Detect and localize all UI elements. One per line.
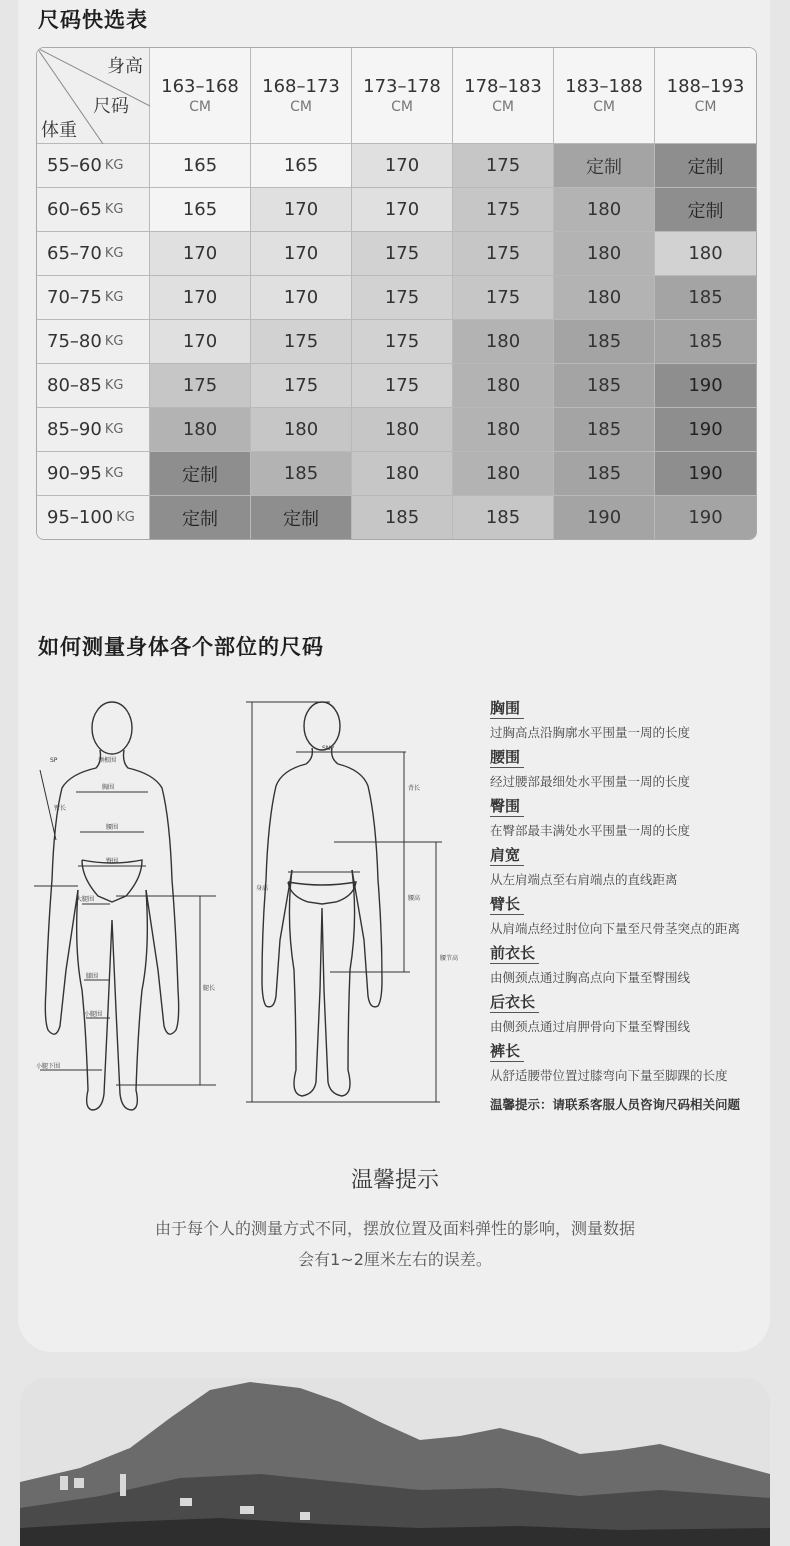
- height-col-6: [655, 48, 756, 144]
- size-cell: 170: [352, 188, 453, 232]
- weight-range: 95–100: [47, 507, 114, 528]
- weight-cell: [37, 496, 150, 540]
- legend-item-name: 臂长: [490, 893, 524, 915]
- height-range: 173–178: [363, 76, 441, 97]
- waist-height-label: 腰高: [408, 895, 421, 902]
- legend-item: [490, 893, 770, 942]
- front-measure-lines: [34, 770, 216, 1085]
- size-cell: 175: [352, 320, 453, 364]
- size-cell: 180: [554, 276, 655, 320]
- legend-item: [490, 746, 770, 795]
- size-chart-table: [36, 47, 757, 540]
- measurement-figures: [30, 690, 470, 1120]
- table-row: [37, 408, 756, 452]
- mountain-landscape-image: [20, 1378, 770, 1546]
- thigh-label: 大腿围: [76, 896, 95, 903]
- size-cell: 175: [150, 364, 251, 408]
- table-row: [37, 320, 756, 364]
- measure-title: 如何测量身体各个部位的尺码: [38, 635, 324, 659]
- size-cell: 165: [150, 188, 251, 232]
- size-cell: 定制: [251, 496, 352, 540]
- size-cell: 170: [251, 232, 352, 276]
- size-cell: 175: [352, 232, 453, 276]
- size-cell: 185: [554, 408, 655, 452]
- size-cell: 170: [150, 276, 251, 320]
- size-cell: 185: [352, 496, 453, 540]
- hip-label: 臀围: [106, 858, 119, 865]
- size-cell: 180: [655, 232, 756, 276]
- table-row: [37, 188, 756, 232]
- size-cell: 190: [554, 496, 655, 540]
- legend-item-desc: 从左肩端点至右肩端点的直线距离: [490, 872, 678, 887]
- table-row: [37, 144, 756, 188]
- weight-range: 65–70: [47, 243, 102, 264]
- weight-unit: KG: [116, 510, 135, 525]
- size-cell: 170: [251, 276, 352, 320]
- legend-item-desc: 由侧颈点通过胸高点向下量至臀围线: [490, 970, 691, 985]
- legend-item-name: 腰围: [490, 746, 524, 768]
- size-cell: 165: [150, 144, 251, 188]
- size-cell: 180: [453, 452, 554, 496]
- pants-label: 腰节高: [440, 955, 459, 962]
- measure-legend: [490, 697, 770, 1113]
- size-cell: 定制: [150, 452, 251, 496]
- height-range: 188–193: [666, 76, 745, 97]
- legend-note: 温馨提示：请联系客服人员咨询尺码相关问题: [490, 1097, 741, 1112]
- weight-cell: [37, 452, 150, 496]
- size-cell: 165: [251, 144, 352, 188]
- knee-label: 膝围: [86, 973, 99, 980]
- height-range: 178–183: [464, 76, 542, 97]
- size-cell: 185: [655, 320, 756, 364]
- size-cell: 180: [453, 364, 554, 408]
- size-cell: 180: [453, 408, 554, 452]
- height-unit: CM: [391, 99, 413, 115]
- corner-height-label: 身高: [107, 55, 143, 77]
- legend-item: [490, 697, 770, 746]
- back-figure-icon: [262, 702, 382, 1096]
- height-unit: CM: [492, 99, 514, 115]
- weight-unit: KG: [104, 466, 124, 481]
- size-cell: 180: [554, 188, 655, 232]
- height-label: 身高: [256, 885, 269, 892]
- inseam-label: 腿长: [203, 985, 216, 992]
- size-cell: 170: [352, 144, 453, 188]
- legend-item-name: 裤长: [490, 1040, 524, 1062]
- size-cell: 175: [453, 232, 554, 276]
- size-cell: 180: [352, 452, 453, 496]
- weight-unit: KG: [104, 378, 124, 393]
- legend-item-desc: 从肩端点经过肘位向下量至尺骨茎突点的距离: [490, 921, 741, 936]
- sp-label: SP: [50, 757, 58, 764]
- size-cell: 定制: [150, 496, 251, 540]
- size-cell: 185: [251, 452, 352, 496]
- weight-cell: [37, 188, 150, 232]
- size-cell: 175: [251, 364, 352, 408]
- mountain-landscape-icon: [20, 1378, 770, 1546]
- height-range: 183–188: [565, 76, 643, 97]
- size-cell: 180: [554, 232, 655, 276]
- weight-cell: [37, 408, 150, 452]
- height-range: 168–173: [262, 76, 340, 97]
- weight-unit: KG: [104, 422, 124, 437]
- size-cell: 180: [352, 408, 453, 452]
- size-cell: 175: [352, 276, 453, 320]
- legend-item-desc: 在臀部最丰满处水平围量一周的长度: [490, 823, 691, 838]
- corner-size-label: 尺码: [93, 95, 129, 117]
- height-col-2: [251, 48, 352, 144]
- weight-range: 85–90: [47, 419, 102, 440]
- tip-line-1: 由于每个人的测量方式不同，摆放位置及面料弹性的影响，测量数据: [154, 1219, 635, 1238]
- size-cell: 185: [453, 496, 554, 540]
- size-cell: 190: [655, 408, 756, 452]
- size-cell: 175: [352, 364, 453, 408]
- height-unit: CM: [189, 99, 211, 115]
- height-col-1: [150, 48, 251, 144]
- size-cell: 170: [251, 188, 352, 232]
- size-cell: 190: [655, 496, 756, 540]
- size-cell: 185: [554, 452, 655, 496]
- table-row: [37, 232, 756, 276]
- size-chart-title: 尺码快选表: [38, 8, 148, 32]
- height-col-4: [453, 48, 554, 144]
- legend-item: [490, 844, 770, 893]
- tip-title: 温馨提示: [350, 1168, 439, 1193]
- legend-item-desc: 过胸高点沿胸廓水平围量一周的长度: [490, 725, 691, 740]
- height-unit: CM: [694, 99, 717, 115]
- weight-unit: KG: [104, 202, 124, 217]
- size-cell: 170: [150, 232, 251, 276]
- height-range: 163–168: [161, 76, 239, 97]
- neck-label: 颈根围: [98, 757, 117, 764]
- weight-range: 75–80: [47, 331, 102, 352]
- size-cell: 175: [251, 320, 352, 364]
- weight-range: 80–85: [47, 375, 102, 396]
- calf-low-label: 小腿下围: [36, 1063, 61, 1070]
- back-measure-lines: [246, 702, 442, 1102]
- legend-item-name: 肩宽: [490, 844, 524, 866]
- tip-body: [60, 1213, 730, 1275]
- size-cell: 175: [453, 276, 554, 320]
- height-unit: CM: [593, 99, 615, 115]
- size-cell: 190: [655, 364, 756, 408]
- size-cell: 定制: [655, 144, 756, 188]
- front-arm-label: 臂长: [54, 805, 67, 812]
- legend-item: [490, 942, 770, 991]
- weight-range: 55–60: [47, 155, 102, 176]
- size-cell: 185: [554, 364, 655, 408]
- table-header-row: [37, 48, 756, 144]
- legend-item: [490, 1040, 770, 1089]
- size-cell: 定制: [655, 188, 756, 232]
- chest-label: 胸围: [102, 784, 115, 791]
- calf-label: 小腿围: [84, 1011, 103, 1018]
- table-row: [37, 276, 756, 320]
- legend-item-desc: 经过腰部最细处水平围量一周的长度: [490, 774, 691, 789]
- weight-unit: KG: [104, 246, 124, 261]
- height-unit: CM: [290, 99, 312, 115]
- size-cell: 180: [453, 320, 554, 364]
- size-cell: 185: [655, 276, 756, 320]
- size-cell: 185: [554, 320, 655, 364]
- table-row: [37, 364, 756, 408]
- weight-cell: [37, 276, 150, 320]
- weight-range: 90–95: [47, 463, 102, 484]
- weight-range: 70–75: [47, 287, 102, 308]
- legend-item-name: 臀围: [490, 795, 524, 817]
- waist-label: 腰围: [106, 824, 119, 831]
- weight-range: 60–65: [47, 199, 102, 220]
- legend-item-name: 胸围: [490, 697, 524, 719]
- tip-line-2: 会有1~2厘米左右的误差。: [298, 1250, 492, 1269]
- weight-cell: [37, 144, 150, 188]
- height-col-3: [352, 48, 453, 144]
- size-cell: 175: [453, 144, 554, 188]
- table-row: [37, 452, 756, 496]
- size-cell: 180: [251, 408, 352, 452]
- weight-unit: KG: [104, 290, 124, 305]
- legend-item-name: 前衣长: [490, 942, 539, 964]
- weight-cell: [37, 232, 150, 276]
- corner-cell: [37, 48, 150, 144]
- legend-item-desc: 由侧颈点通过肩胛骨向下量至臀围线: [490, 1019, 691, 1034]
- weight-cell: [37, 320, 150, 364]
- weight-unit: KG: [104, 158, 124, 173]
- legend-item: [490, 795, 770, 844]
- table-row: [37, 496, 756, 540]
- size-cell: 180: [150, 408, 251, 452]
- weight-cell: [37, 364, 150, 408]
- size-cell: 定制: [554, 144, 655, 188]
- legend-item: [490, 991, 770, 1040]
- snp-label: SNP: [322, 745, 334, 752]
- legend-item-name: 后衣长: [490, 991, 539, 1013]
- back-length-label: 背长: [408, 785, 421, 792]
- height-col-5: [554, 48, 655, 144]
- size-cell: 170: [150, 320, 251, 364]
- size-cell: 175: [453, 188, 554, 232]
- corner-weight-label: 体重: [41, 119, 77, 141]
- size-cell: 190: [655, 452, 756, 496]
- legend-item-desc: 从舒适腰带位置过膝弯向下量至脚踝的长度: [490, 1068, 728, 1083]
- weight-unit: KG: [104, 334, 124, 349]
